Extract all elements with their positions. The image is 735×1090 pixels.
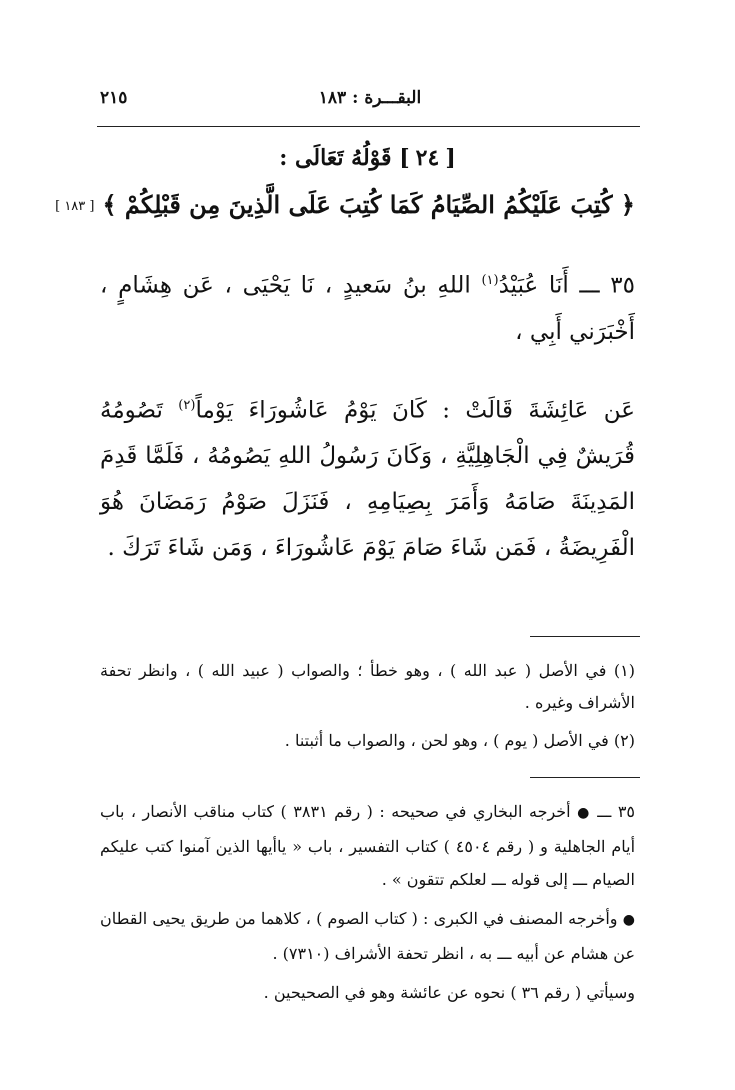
footnote-rule: [530, 636, 640, 637]
matn-rest: تَصُومُهُ قُرَيشٌ فِي الْجَاهِلِيَّةِ ، وَكَانَ رَسُولُ اللهِ يَصُومُهُ ، فَلَمَّا قَدِمَ المَدِينَةَ صَامَهُ وَأَمَرَ بِصِيَامِهِ ، فَنَزَلَ صَوْمُ رَمَضَانَ هُوَ الْفَرِيضَةُ ، فَمَن شَاءَ صَامَ يَوْمَ عَاشُورَاءَ ، وَمَن شَاءَ تَرَكَ .: [100, 397, 635, 562]
quran-verse: [55, 190, 635, 219]
takhrij-paragraph-1: [100, 795, 635, 896]
takhrij-paragraph-3: وسيأتي ( رقم ٣٦ ) نحوه عن عائشة وهو في الصحيحين .: [263, 983, 635, 1002]
hadith-matn: [100, 383, 635, 572]
takhrij-rule: [530, 777, 640, 778]
section-bracket-close: ]: [399, 145, 410, 171]
matn-start: عَن عَائِشَةَ قَالَتْ : كَانَ يَوْمُ عَاشُورَاءَ يَوْماً: [195, 397, 635, 424]
isnad-rest: اللهِ بنُ سَعيدٍ ، نَا يَحْيَى ، عَن هِشَامٍ ، أَخْبَرَني أَبِي ،: [100, 272, 635, 345]
footnote-marker-2: (٢): [178, 397, 196, 413]
section-number: ٢٤: [415, 145, 440, 171]
bullet-icon: ●: [577, 805, 591, 821]
section-bracket-open: [: [445, 145, 456, 171]
footnote-2: (٢) في الأصل ( يوم ) ، وهو لحن ، والصواب ما أثبتنا .: [284, 731, 635, 750]
footnote-1: (١) في الأصل ( عبد الله ) ، وهو خطأ ؛ والصواب ( عبيد الله ) ، وانظر تحفة الأشراف وغيره .: [100, 661, 635, 712]
section-heading: [100, 145, 635, 171]
header-title: البقـــرة : ١٨٣: [318, 88, 422, 108]
takhrij-text-2: وأخرجه المصنف في الكبرى : ( كتاب الصوم ) ، كلاهما من طريق يحيى القطان عن هشام عن أبيه ـــ به ، انظر تحفة الأشراف (٧٣١٠) .: [100, 909, 635, 963]
bullet-icon: ●: [622, 912, 636, 928]
takhrij-paragraph-2: [100, 902, 635, 970]
page-number: ٢١٥: [100, 88, 128, 108]
verse-reference: [ ١٨٣ ]: [55, 199, 95, 214]
takhrij-text-1: أخرجه البخاري في صحيحه : ( رقم ٣٨٣١ ) كتاب مناقب الأنصار ، باب أيام الجاهلية و ( رقم ٤٥٠٤ ) كتاب التفسير ، باب « ياأيها الذين آمنوا كتب عليكم الصيام ـــ إلى قوله ـــ لعلكم تتقون » .: [100, 802, 636, 889]
footnotes: [100, 655, 635, 763]
header-rule: [97, 126, 640, 127]
hadith-text: [100, 258, 635, 571]
takhrij-section: [100, 795, 635, 1015]
takhrij-number: ٣٥ ـــ: [597, 802, 636, 821]
verse-text: ﴿ كُتِبَ عَلَيْكُمُ الصِّيَامُ كَمَا كُتِبَ عَلَى الَّذِينَ مِن قَبْلِكُمْ ﴾: [102, 190, 635, 219]
isnad-start: ٣٥ ـــ أَنَا عُبَيْدُ: [498, 272, 635, 299]
running-header: [100, 88, 640, 116]
section-title: قَوْلُهُ تَعَالَى :: [279, 145, 392, 171]
footnote-marker-1: (١): [481, 273, 499, 288]
hadith-isnad: [100, 258, 635, 355]
